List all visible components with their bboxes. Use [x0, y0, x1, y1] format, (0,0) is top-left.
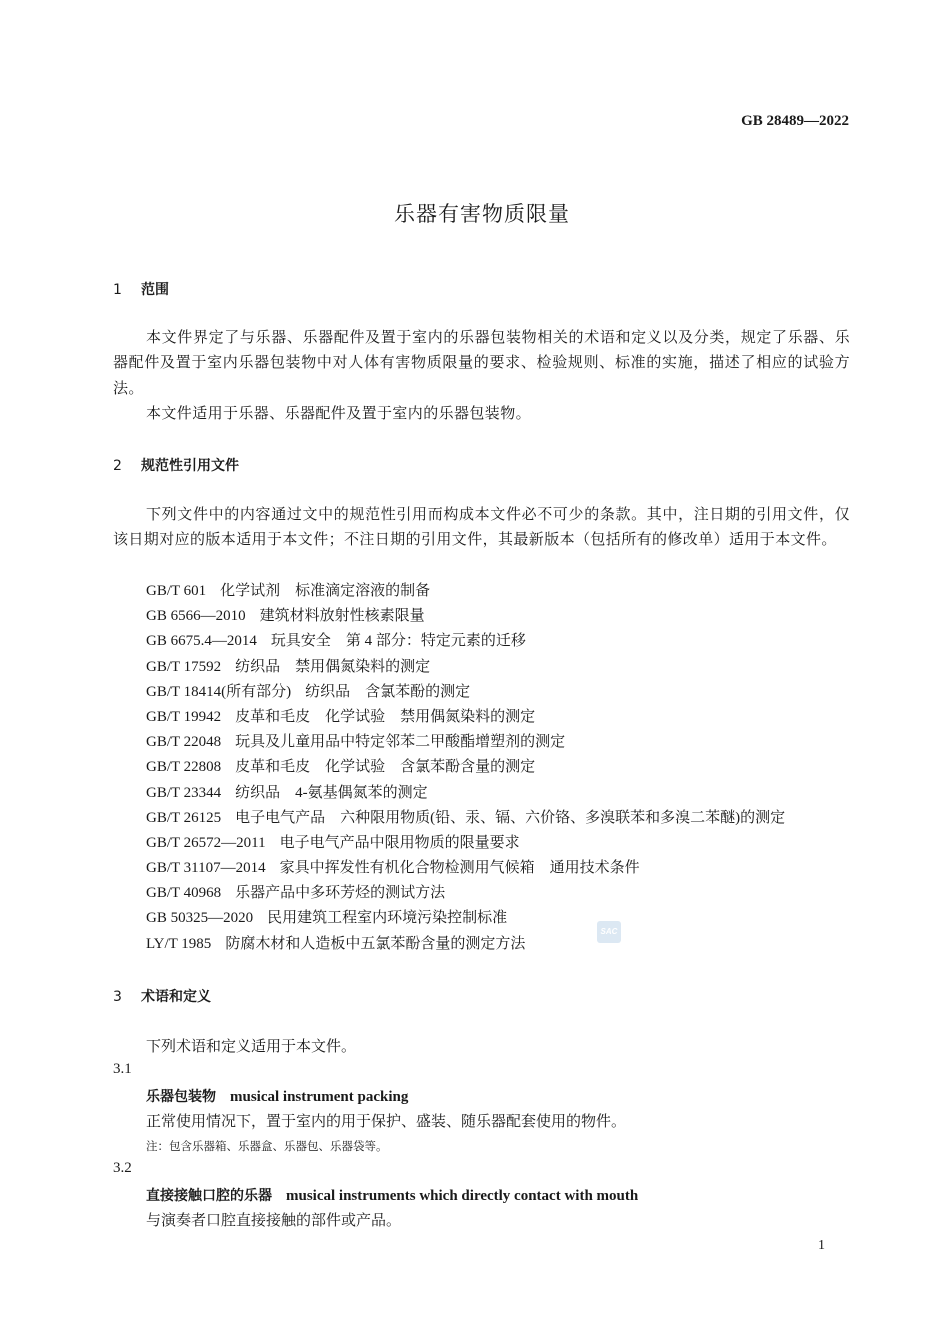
term-heading	[146, 1185, 638, 1205]
reference-code: GB/T 17592	[146, 658, 222, 675]
section-title: 范围	[141, 282, 169, 298]
scope-paragraph-2: 本文件适用于乐器、乐器配件及置于室内的乐器包装物。	[146, 404, 532, 422]
term-en: musical instruments which directly contact with mouth	[286, 1188, 639, 1204]
term-number: 3.2	[113, 1160, 132, 1176]
reference-item	[146, 808, 785, 833]
reference-code: GB/T 19942	[146, 708, 222, 725]
reference-item	[146, 833, 785, 858]
section-title: 规范性引用文件	[141, 458, 239, 474]
reference-code: GB/T 40968	[146, 885, 222, 902]
reference-item	[146, 858, 785, 883]
references-intro: 下列文件中的内容通过文中的规范性引用而构成本文件必不可少的条款。其中，注日期的引用文件，仅该日期对应的版本适用于本文件；不注日期的引用文件，其最新版本（包括所有的修改单）适用于本文件。	[113, 505, 850, 549]
term-definition: 与演奏者口腔直接接触的部件或产品。	[146, 1211, 402, 1229]
reference-title: 玩具及儿童用品中特定邻苯二甲酸酯增塑剂的测定	[235, 734, 566, 751]
term-zh: 乐器包装物	[146, 1089, 216, 1105]
reference-item	[146, 883, 785, 908]
term-en: musical instrument packing	[230, 1089, 409, 1105]
reference-title: 民用建筑工程室内环境污染控制标准	[267, 910, 508, 927]
reference-title: 建筑材料放射性核素限量	[259, 608, 425, 625]
reference-title: 化学试剂 标准滴定溶液的制备	[220, 583, 431, 599]
sac-watermark-logo: SAC	[597, 921, 621, 943]
term-zh: 直接接触口腔的乐器	[146, 1188, 272, 1204]
reference-item	[146, 606, 785, 631]
section-title: 术语和定义	[141, 989, 211, 1005]
page-number: 1	[818, 1238, 825, 1253]
section-number: 3	[113, 989, 122, 1005]
scope-paragraph-1: 本文件界定了与乐器、乐器配件及置于室内的乐器包装物相关的术语和定义以及分类，规定了乐器、乐器配件及置于室内乐器包装物中对人体有害物质限量的要求、检验规则、标准的实施，描述了相应的试验方法。	[113, 328, 850, 397]
reference-code: GB 6675.4—2014	[146, 633, 257, 650]
reference-title: 电子电气产品中限用物质的限量要求	[279, 834, 520, 851]
reference-title: 防腐木材和人造板中五氯苯酚含量的测定方法	[225, 935, 526, 952]
reference-code: GB 50325—2020	[146, 910, 254, 927]
reference-title: 皮革和毛皮 化学试验 含氯苯酚含量的测定	[235, 759, 536, 776]
reference-item	[146, 757, 785, 782]
reference-title: 电子电气产品 六种限用物质(铅、汞、镉、六价铬、多溴联苯和多溴二苯醚)的测定	[235, 809, 786, 826]
section-1-heading	[113, 279, 169, 299]
reference-code: LY/T 1985	[146, 935, 212, 952]
reference-code: GB/T 26125	[146, 809, 222, 826]
reference-item	[146, 783, 785, 808]
reference-item	[146, 908, 785, 933]
term-number: 3.1	[113, 1061, 132, 1077]
reference-code: GB 6566—2010	[146, 608, 246, 625]
reference-code: GB/T 601	[146, 583, 207, 599]
term-definition: 正常使用情况下，置于室内的用于保护、盛装、随乐器配套使用的物件。	[146, 1112, 627, 1130]
term-note: 注：包含乐器箱、乐器盒、乐器包、乐器袋等。	[146, 1139, 388, 1153]
reference-code: GB/T 23344	[146, 784, 222, 801]
reference-code: GB/T 22808	[146, 759, 222, 776]
reference-title: 纺织品 4-氨基偶氮苯的测定	[235, 784, 428, 801]
reference-item	[146, 631, 785, 656]
reference-list	[146, 581, 785, 959]
reference-code: GB/T 26572—2011	[146, 834, 266, 851]
reference-title: 皮革和毛皮 化学试验 禁用偶氮染料的测定	[235, 708, 536, 725]
reference-item	[146, 934, 785, 959]
reference-item	[146, 657, 785, 682]
reference-code: GB/T 31107—2014	[146, 860, 266, 877]
reference-title: 家具中挥发性有机化合物检测用气候箱 通用技术条件	[279, 860, 640, 877]
document-title: 乐器有害物质限量	[394, 202, 570, 226]
reference-item	[146, 707, 785, 732]
reference-title: 乐器产品中多环芳烃的测试方法	[235, 885, 446, 902]
reference-item	[146, 682, 785, 707]
section-2-heading	[113, 455, 239, 475]
terms-intro: 下列术语和定义适用于本文件。	[146, 1037, 357, 1055]
section-number: 1	[113, 282, 122, 298]
reference-item	[146, 581, 785, 606]
section-number: 2	[113, 458, 122, 474]
reference-title: 纺织品 含氯苯酚的测定	[305, 683, 471, 700]
reference-title: 纺织品 禁用偶氮染料的测定	[235, 658, 431, 675]
standard-number: GB 28489—2022	[741, 113, 849, 129]
reference-item	[146, 732, 785, 757]
reference-title: 玩具安全 第 4 部分：特定元素的迁移	[270, 633, 526, 650]
reference-code: GB/T 22048	[146, 734, 222, 751]
section-3-heading	[113, 986, 211, 1006]
reference-code: GB/T 18414(所有部分)	[146, 683, 292, 700]
term-heading	[146, 1086, 408, 1106]
